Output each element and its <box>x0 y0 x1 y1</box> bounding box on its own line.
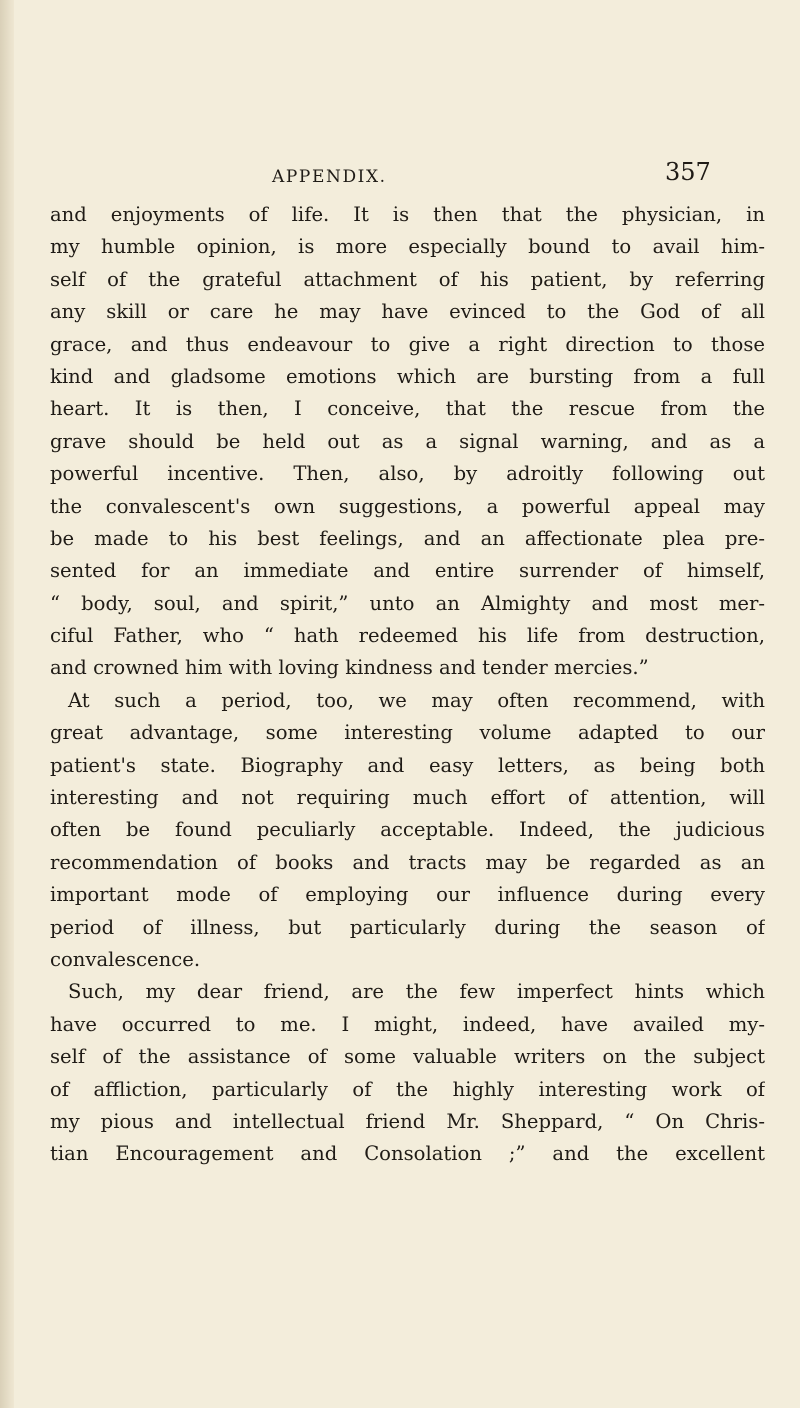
text-line: ciful Father, who “ hath redeemed his life from destruction, <box>50 624 765 648</box>
body-text <box>50 199 765 1171</box>
text-line: At such a period, too, we may often recommend, with <box>68 688 765 712</box>
text-line: kind and gladsome emotions which are bursting from a full <box>50 364 765 388</box>
text-line: patient's state. Biography and easy letters, as being both <box>50 753 765 777</box>
text-line: my humble opinion, is more especially bound to avail him- <box>50 235 765 259</box>
text-line: self of the assistance of some valuable writers on the subject <box>50 1045 765 1069</box>
text-line: heart. It is then, I conceive, that the rescue from the <box>50 397 765 421</box>
text-line: period of illness, but particularly during the season of <box>50 915 765 939</box>
text-line: the convalescent's own suggestions, a powerful appeal may <box>50 494 765 518</box>
text-line: any skill or care he may have evinced to the God of all <box>50 300 765 324</box>
text-line: grace, and thus endeavour to give a right direction to those <box>50 332 765 356</box>
text-line: tian Encouragement and Consolation ;” and the excellent <box>50 1142 765 1166</box>
text-line: my pious and intellectual friend Mr. Sheppard, “ On Chris- <box>50 1109 765 1133</box>
text-line: be made to his best feelings, and an affectionate plea pre- <box>50 526 765 550</box>
text-line: grave should be held out as a signal warning, and as a <box>50 429 765 453</box>
text-line: of affliction, particularly of the highly interesting work of <box>50 1077 765 1101</box>
text-line: important mode of employing our influence during every <box>50 883 765 907</box>
text-line: great advantage, some interesting volume adapted to our <box>50 721 765 745</box>
page-edge <box>0 0 14 1408</box>
text-line: powerful incentive. Then, also, by adroitly following out <box>50 462 765 486</box>
text-line: and enjoyments of life. It is then that the physician, in <box>50 203 765 226</box>
text-line: recommendation of books and tracts may be regarded as an <box>50 850 765 874</box>
text-line: sented for an immediate and entire surrender of himself, <box>50 559 765 583</box>
text-line: convalescence. <box>50 947 201 971</box>
text-line: “ body, soul, and spirit,” unto an Almighty and most mer- <box>50 591 765 615</box>
text-line: and crowned him with loving kindness and tender mercies.” <box>50 656 649 680</box>
text-line: often be found peculiarly acceptable. Indeed, the judicious <box>50 818 765 842</box>
text-line: self of the grateful attachment of his patient, by referring <box>50 267 765 291</box>
text-line: have occurred to me. I might, indeed, have availed my- <box>50 1012 765 1036</box>
running-title: APPENDIX. <box>272 167 387 187</box>
text-line: Such, my dear friend, are the few imperfect hints which <box>68 980 765 1004</box>
page-number: 357 <box>665 158 711 186</box>
text-line: interesting and not requiring much effort of attention, will <box>50 786 765 810</box>
